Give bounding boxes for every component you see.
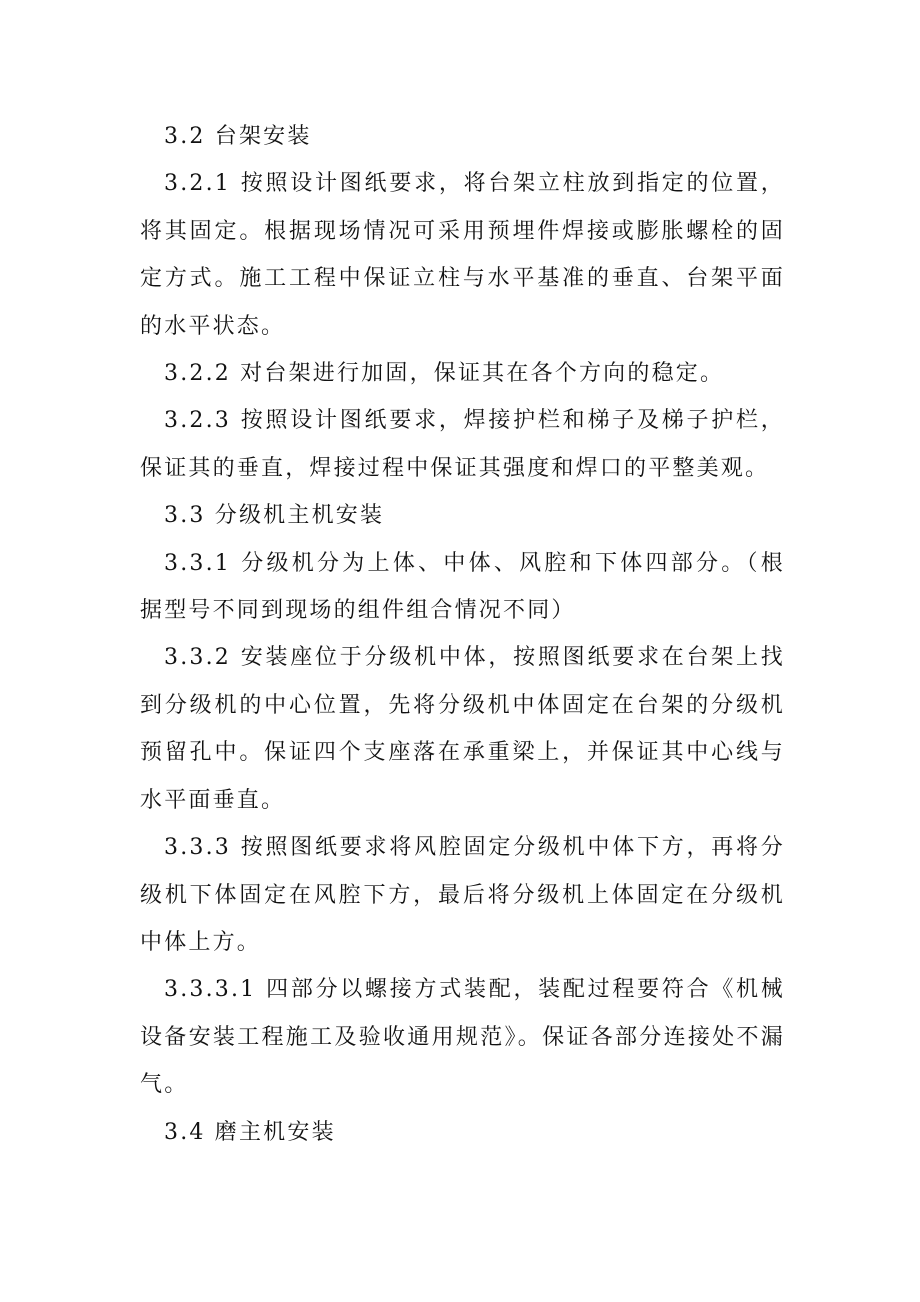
paragraph-3-3-2: 3.3.2 安装座位于分级机中体，按照图纸要求在台架上找到分级机的中心位置，先将分级机中体固定在台架的分级机预留孔中。保证四个支座落在承重梁上，并保证其中心线与水平面垂直。 — [140, 645, 785, 813]
section-heading-3-3: 3.3 分级机主机安装 — [164, 503, 385, 529]
paragraph-3-2-1: 3.2.1 按照设计图纸要求，将台架立柱放到指定的位置，将其固定。根据现场情况可采用预埋件焊接或膨胀螺栓的固定方式。施工工程中保证立柱与水平基准的垂直、台架平面的水平状态。 — [140, 171, 785, 339]
paragraph-3-3-1: 3.3.1 分级机分为上体、中体、风腔和下体四部分。（根据型号不同到现场的组件组合情况不同） — [140, 550, 785, 624]
section-heading-3-2: 3.2 台架安装 — [164, 124, 312, 149]
paragraph-3-2-2: 3.2.2 对台架进行加固，保证其在各个方向的稳定。 — [164, 361, 725, 387]
section-heading-3-4: 3.4 磨主机安装 — [164, 1119, 336, 1145]
document-body — [140, 113, 785, 1156]
paragraph-3-3-3-1: 3.3.3.1 四部分以螺接方式装配，装配过程要符合《机械设备安装工程施工及验收通用规范》。保证各部分连接处不漏气。 — [140, 977, 785, 1098]
paragraph-3-3-3: 3.3.3 按照图纸要求将风腔固定分级机中体下方，再将分级机下体固定在风腔下方，最后将分级机上体固定在分级机中体上方。 — [140, 835, 785, 955]
paragraph-3-2-3: 3.2.3 按照设计图纸要求，焊接护栏和梯子及梯子护栏，保证其的垂直，焊接过程中保证其强度和焊口的平整美观。 — [140, 408, 785, 481]
